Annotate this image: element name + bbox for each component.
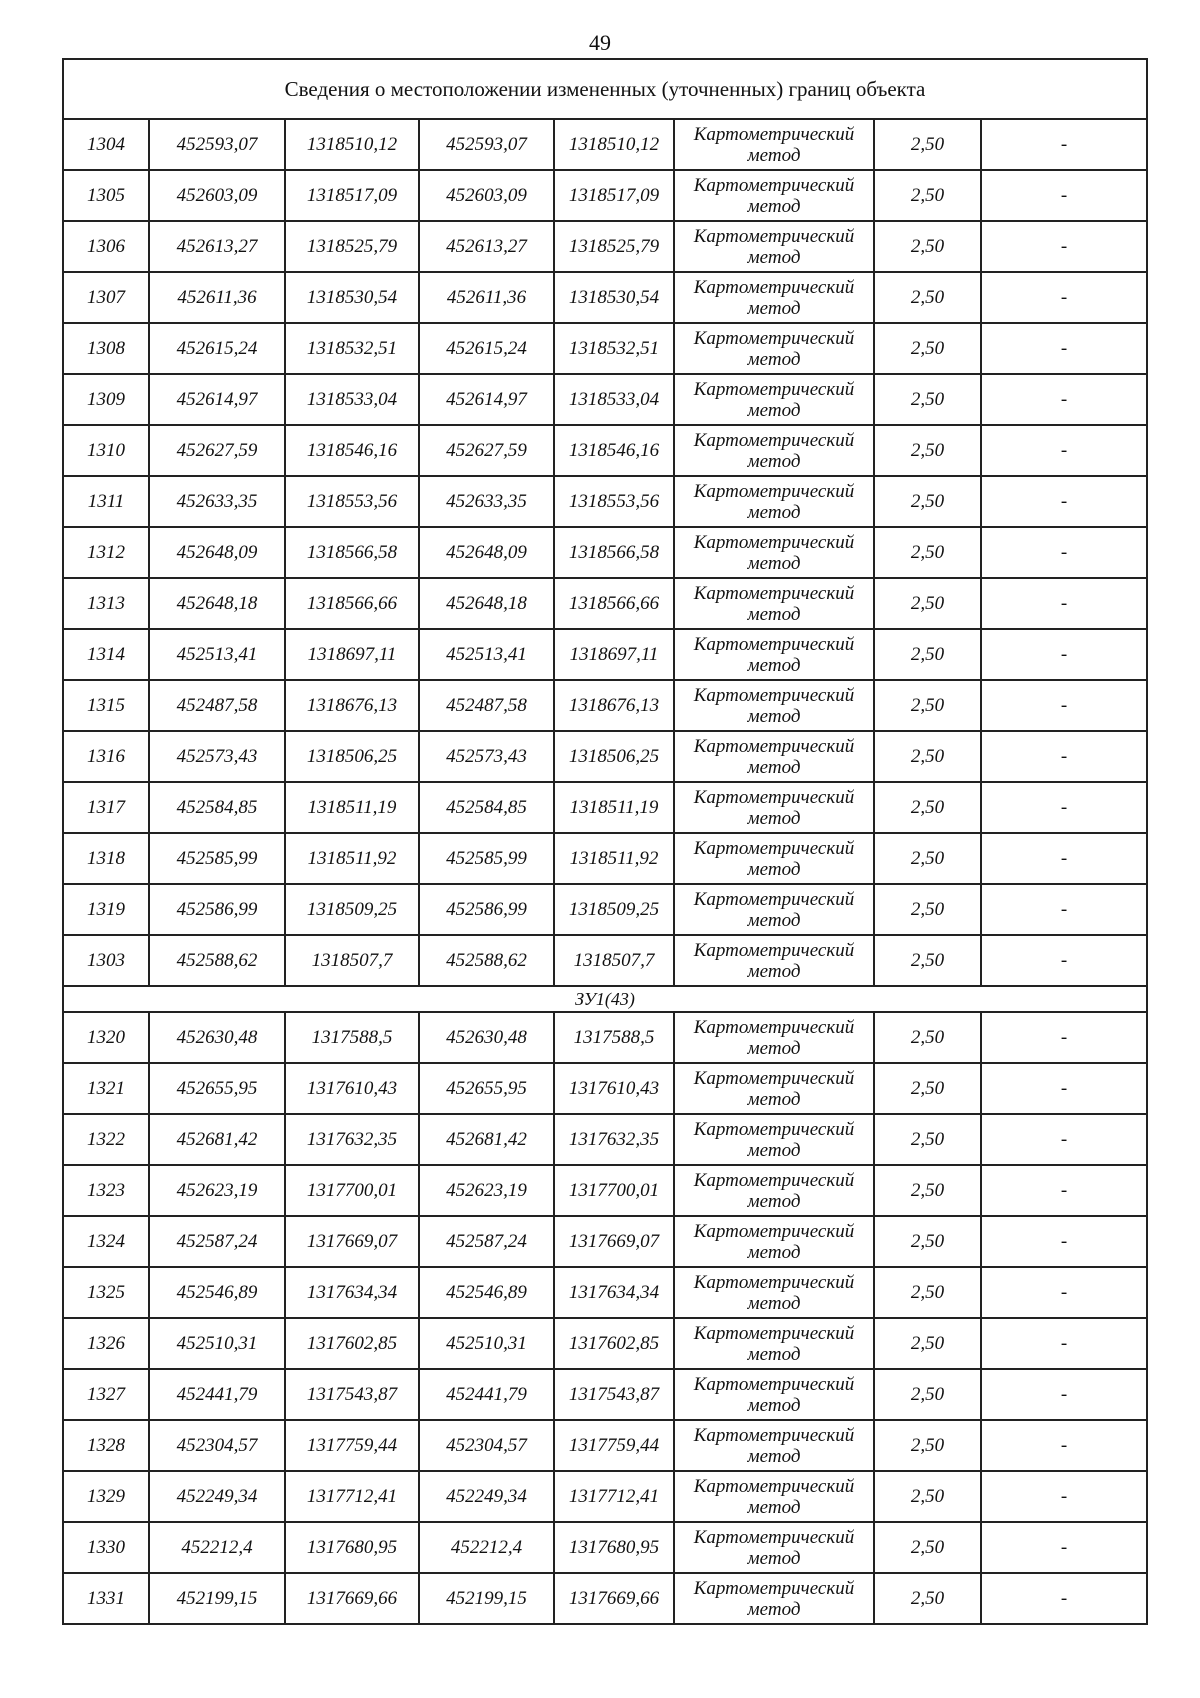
cell-x-existing: 452587,24 [149,1216,285,1267]
cell-y-new: 1318509,25 [554,884,674,935]
cell-x-new: 452614,97 [419,374,554,425]
boundary-table [62,58,1148,1625]
cell-y-new: 1317700,01 [554,1165,674,1216]
cell-point-number: 1306 [63,221,149,272]
cell-y-existing: 1318509,25 [285,884,419,935]
cell-point-number: 1311 [63,476,149,527]
table-row [63,272,1147,323]
cell-y-new: 1317602,85 [554,1318,674,1369]
cell-method: Картометрический метод [674,833,874,884]
cell-y-existing: 1318553,56 [285,476,419,527]
cell-description: - [981,578,1147,629]
cell-y-existing: 1318566,58 [285,527,419,578]
table-row [63,629,1147,680]
cell-x-new: 452633,35 [419,476,554,527]
cell-x-existing: 452573,43 [149,731,285,782]
cell-description: - [981,1114,1147,1165]
cell-y-new: 1317543,87 [554,1369,674,1420]
table-header-row [63,59,1147,119]
table-row [63,119,1147,170]
cell-y-existing: 1317712,41 [285,1471,419,1522]
table-row [63,578,1147,629]
cell-accuracy: 2,50 [874,1420,981,1471]
table-row [63,1216,1147,1267]
cell-accuracy: 2,50 [874,935,981,986]
cell-point-number: 1322 [63,1114,149,1165]
table-row [63,1318,1147,1369]
section-label: ЗУ1(43) [63,986,1147,1012]
table-row [63,1420,1147,1471]
cell-method: Картометрический метод [674,119,874,170]
cell-method: Картометрический метод [674,782,874,833]
cell-description: - [981,884,1147,935]
cell-y-existing: 1317680,95 [285,1522,419,1573]
cell-y-new: 1318511,19 [554,782,674,833]
cell-accuracy: 2,50 [874,578,981,629]
cell-accuracy: 2,50 [874,170,981,221]
cell-point-number: 1310 [63,425,149,476]
cell-x-existing: 452613,27 [149,221,285,272]
table-row [63,1522,1147,1573]
cell-x-existing: 452441,79 [149,1369,285,1420]
cell-x-existing: 452510,31 [149,1318,285,1369]
cell-point-number: 1330 [63,1522,149,1573]
cell-accuracy: 2,50 [874,1012,981,1063]
cell-accuracy: 2,50 [874,1318,981,1369]
cell-method: Картометрический метод [674,1369,874,1420]
cell-y-new: 1317634,34 [554,1267,674,1318]
cell-point-number: 1309 [63,374,149,425]
cell-x-existing: 452603,09 [149,170,285,221]
cell-y-new: 1317632,35 [554,1114,674,1165]
cell-method: Картометрический метод [674,221,874,272]
cell-point-number: 1313 [63,578,149,629]
cell-accuracy: 2,50 [874,119,981,170]
cell-x-existing: 452212,4 [149,1522,285,1573]
cell-y-existing: 1318510,12 [285,119,419,170]
table-row [63,527,1147,578]
cell-x-new: 452249,34 [419,1471,554,1522]
cell-x-existing: 452585,99 [149,833,285,884]
table-row [63,425,1147,476]
cell-description: - [981,170,1147,221]
cell-method: Картометрический метод [674,1318,874,1369]
cell-accuracy: 2,50 [874,629,981,680]
cell-x-new: 452199,15 [419,1573,554,1624]
cell-accuracy: 2,50 [874,527,981,578]
cell-y-new: 1318530,54 [554,272,674,323]
cell-x-existing: 452304,57 [149,1420,285,1471]
cell-y-existing: 1318511,92 [285,833,419,884]
table-row [63,731,1147,782]
cell-point-number: 1317 [63,782,149,833]
cell-y-existing: 1318676,13 [285,680,419,731]
cell-y-new: 1317712,41 [554,1471,674,1522]
cell-x-existing: 452546,89 [149,1267,285,1318]
cell-y-new: 1317680,95 [554,1522,674,1573]
cell-y-new: 1318697,11 [554,629,674,680]
cell-x-existing: 452655,95 [149,1063,285,1114]
cell-y-existing: 1317759,44 [285,1420,419,1471]
cell-y-new: 1318525,79 [554,221,674,272]
cell-y-new: 1318517,09 [554,170,674,221]
cell-x-new: 452603,09 [419,170,554,221]
cell-x-new: 452304,57 [419,1420,554,1471]
cell-x-existing: 452199,15 [149,1573,285,1624]
cell-x-new: 452487,58 [419,680,554,731]
cell-method: Картометрический метод [674,1420,874,1471]
table-row [63,680,1147,731]
cell-method: Картометрический метод [674,1063,874,1114]
table-row [63,782,1147,833]
cell-accuracy: 2,50 [874,1522,981,1573]
cell-y-new: 1318506,25 [554,731,674,782]
cell-method: Картометрический метод [674,935,874,986]
cell-accuracy: 2,50 [874,1063,981,1114]
cell-y-existing: 1317602,85 [285,1318,419,1369]
cell-description: - [981,425,1147,476]
table-row [63,833,1147,884]
cell-method: Картометрический метод [674,1114,874,1165]
cell-x-existing: 452615,24 [149,323,285,374]
cell-method: Картометрический метод [674,731,874,782]
cell-accuracy: 2,50 [874,221,981,272]
cell-description: - [981,731,1147,782]
cell-description: - [981,1318,1147,1369]
cell-accuracy: 2,50 [874,1267,981,1318]
cell-y-existing: 1318697,11 [285,629,419,680]
cell-y-existing: 1318517,09 [285,170,419,221]
cell-accuracy: 2,50 [874,731,981,782]
table-row [63,1165,1147,1216]
cell-description: - [981,629,1147,680]
cell-description: - [981,1471,1147,1522]
cell-method: Картометрический метод [674,884,874,935]
cell-x-new: 452681,42 [419,1114,554,1165]
cell-x-new: 452584,85 [419,782,554,833]
cell-method: Картометрический метод [674,1471,874,1522]
cell-point-number: 1314 [63,629,149,680]
cell-y-new: 1318507,7 [554,935,674,986]
cell-method: Картометрический метод [674,1216,874,1267]
cell-x-new: 452648,09 [419,527,554,578]
cell-method: Картометрический метод [674,680,874,731]
cell-method: Картометрический метод [674,1573,874,1624]
cell-description: - [981,374,1147,425]
cell-x-new: 452611,36 [419,272,554,323]
cell-y-existing: 1317632,35 [285,1114,419,1165]
cell-x-existing: 452593,07 [149,119,285,170]
cell-point-number: 1328 [63,1420,149,1471]
cell-point-number: 1315 [63,680,149,731]
cell-description: - [981,1420,1147,1471]
cell-accuracy: 2,50 [874,1216,981,1267]
cell-method: Картометрический метод [674,323,874,374]
cell-description: - [981,1063,1147,1114]
cell-y-new: 1318676,13 [554,680,674,731]
cell-y-existing: 1317669,07 [285,1216,419,1267]
cell-point-number: 1331 [63,1573,149,1624]
cell-x-existing: 452584,85 [149,782,285,833]
cell-x-existing: 452487,58 [149,680,285,731]
cell-method: Картометрический метод [674,578,874,629]
table-row [63,1012,1147,1063]
table-row [63,1573,1147,1624]
cell-x-existing: 452513,41 [149,629,285,680]
cell-description: - [981,527,1147,578]
cell-description: - [981,935,1147,986]
cell-description: - [981,272,1147,323]
cell-y-existing: 1317543,87 [285,1369,419,1420]
cell-y-new: 1318546,16 [554,425,674,476]
cell-x-new: 452623,19 [419,1165,554,1216]
cell-description: - [981,1216,1147,1267]
table-row [63,1471,1147,1522]
cell-y-new: 1318566,58 [554,527,674,578]
cell-y-new: 1317588,5 [554,1012,674,1063]
cell-accuracy: 2,50 [874,1573,981,1624]
cell-point-number: 1318 [63,833,149,884]
cell-x-new: 452655,95 [419,1063,554,1114]
cell-y-existing: 1318546,16 [285,425,419,476]
cell-y-new: 1317669,07 [554,1216,674,1267]
section-row [63,986,1147,1012]
cell-x-new: 452648,18 [419,578,554,629]
cell-y-existing: 1318533,04 [285,374,419,425]
cell-accuracy: 2,50 [874,374,981,425]
cell-accuracy: 2,50 [874,884,981,935]
cell-x-new: 452212,4 [419,1522,554,1573]
cell-x-existing: 452614,97 [149,374,285,425]
cell-description: - [981,119,1147,170]
cell-description: - [981,1522,1147,1573]
cell-point-number: 1305 [63,170,149,221]
cell-x-new: 452586,99 [419,884,554,935]
cell-method: Картометрический метод [674,170,874,221]
cell-description: - [981,1267,1147,1318]
cell-x-new: 452513,41 [419,629,554,680]
cell-accuracy: 2,50 [874,1369,981,1420]
cell-x-existing: 452623,19 [149,1165,285,1216]
table-row [63,1267,1147,1318]
cell-y-existing: 1317634,34 [285,1267,419,1318]
cell-point-number: 1307 [63,272,149,323]
cell-description: - [981,1573,1147,1624]
cell-y-existing: 1317588,5 [285,1012,419,1063]
cell-description: - [981,1165,1147,1216]
table-row [63,221,1147,272]
cell-point-number: 1321 [63,1063,149,1114]
cell-x-new: 452593,07 [419,119,554,170]
cell-accuracy: 2,50 [874,323,981,374]
table-row [63,1369,1147,1420]
cell-y-existing: 1318532,51 [285,323,419,374]
page-number: 49 [589,30,611,55]
cell-method: Картометрический метод [674,425,874,476]
cell-accuracy: 2,50 [874,833,981,884]
cell-point-number: 1319 [63,884,149,935]
cell-point-number: 1325 [63,1267,149,1318]
cell-x-new: 452585,99 [419,833,554,884]
cell-point-number: 1329 [63,1471,149,1522]
cell-accuracy: 2,50 [874,272,981,323]
cell-x-existing: 452627,59 [149,425,285,476]
cell-x-new: 452588,62 [419,935,554,986]
cell-method: Картометрический метод [674,527,874,578]
cell-y-existing: 1318511,19 [285,782,419,833]
cell-y-new: 1318532,51 [554,323,674,374]
cell-y-new: 1318511,92 [554,833,674,884]
cell-x-new: 452630,48 [419,1012,554,1063]
cell-y-new: 1318510,12 [554,119,674,170]
cell-x-new: 452615,24 [419,323,554,374]
cell-point-number: 1304 [63,119,149,170]
cell-x-new: 452587,24 [419,1216,554,1267]
cell-description: - [981,833,1147,884]
cell-x-new: 452573,43 [419,731,554,782]
cell-y-existing: 1318507,7 [285,935,419,986]
cell-x-existing: 452249,34 [149,1471,285,1522]
table-row [63,323,1147,374]
cell-x-existing: 452681,42 [149,1114,285,1165]
cell-y-new: 1318553,56 [554,476,674,527]
cell-x-existing: 452586,99 [149,884,285,935]
cell-x-existing: 452588,62 [149,935,285,986]
cell-accuracy: 2,50 [874,1114,981,1165]
cell-y-existing: 1318530,54 [285,272,419,323]
cell-y-existing: 1317610,43 [285,1063,419,1114]
cell-method: Картометрический метод [674,1012,874,1063]
cell-x-new: 452546,89 [419,1267,554,1318]
cell-y-new: 1317610,43 [554,1063,674,1114]
cell-method: Картометрический метод [674,1267,874,1318]
cell-point-number: 1327 [63,1369,149,1420]
cell-description: - [981,1012,1147,1063]
cell-y-existing: 1317669,66 [285,1573,419,1624]
cell-y-existing: 1318525,79 [285,221,419,272]
cell-accuracy: 2,50 [874,425,981,476]
cell-point-number: 1312 [63,527,149,578]
cell-method: Картометрический метод [674,272,874,323]
cell-y-existing: 1317700,01 [285,1165,419,1216]
cell-description: - [981,221,1147,272]
cell-accuracy: 2,50 [874,782,981,833]
cell-description: - [981,323,1147,374]
cell-x-existing: 452630,48 [149,1012,285,1063]
cell-y-existing: 1318506,25 [285,731,419,782]
cell-point-number: 1323 [63,1165,149,1216]
cell-x-new: 452441,79 [419,1369,554,1420]
cell-x-existing: 452633,35 [149,476,285,527]
table-row [63,374,1147,425]
cell-accuracy: 2,50 [874,680,981,731]
cell-y-existing: 1318566,66 [285,578,419,629]
table-row [63,884,1147,935]
cell-point-number: 1320 [63,1012,149,1063]
cell-y-new: 1318533,04 [554,374,674,425]
cell-y-new: 1318566,66 [554,578,674,629]
cell-method: Картометрический метод [674,476,874,527]
cell-description: - [981,782,1147,833]
cell-point-number: 1316 [63,731,149,782]
cell-description: - [981,680,1147,731]
cell-accuracy: 2,50 [874,1471,981,1522]
cell-x-existing: 452648,09 [149,527,285,578]
cell-description: - [981,1369,1147,1420]
cell-point-number: 1308 [63,323,149,374]
cell-point-number: 1324 [63,1216,149,1267]
cell-method: Картометрический метод [674,374,874,425]
cell-x-existing: 452648,18 [149,578,285,629]
cell-x-new: 452510,31 [419,1318,554,1369]
table-row [63,935,1147,986]
cell-point-number: 1303 [63,935,149,986]
table-title: Сведения о местоположении измененных (уточненных) границ объекта [63,59,1147,119]
table-row [63,476,1147,527]
table-row [63,1114,1147,1165]
table-row [63,1063,1147,1114]
cell-method: Картометрический метод [674,1522,874,1573]
cell-method: Картометрический метод [674,629,874,680]
cell-description: - [981,476,1147,527]
cell-y-new: 1317669,66 [554,1573,674,1624]
cell-point-number: 1326 [63,1318,149,1369]
cell-x-existing: 452611,36 [149,272,285,323]
table-row [63,170,1147,221]
cell-x-new: 452613,27 [419,221,554,272]
cell-x-new: 452627,59 [419,425,554,476]
cell-method: Картометрический метод [674,1165,874,1216]
cell-y-new: 1317759,44 [554,1420,674,1471]
cell-accuracy: 2,50 [874,476,981,527]
cell-accuracy: 2,50 [874,1165,981,1216]
